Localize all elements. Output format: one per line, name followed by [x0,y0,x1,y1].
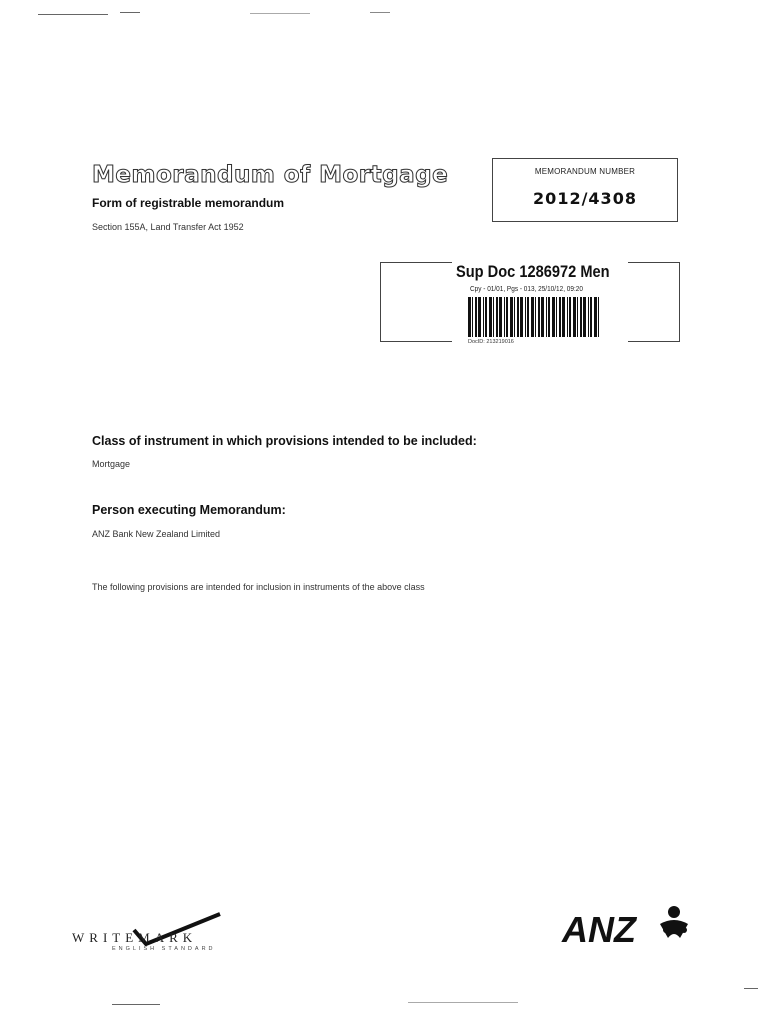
barcode-bar [527,297,529,337]
section-reference: Section 155A, Land Transfer Act 1952 [92,222,244,232]
scan-artifact [744,988,758,989]
anz-logo [560,904,700,955]
scan-artifact [112,1004,160,1005]
writemark-text: WRITEMARK [72,930,198,945]
barcode-bar [535,297,536,337]
barcode-bar [541,297,544,337]
writemark-subtext: ENGLISH STANDARD [112,946,216,952]
barcode-bar [552,297,555,337]
instrument-class-heading: Class of instrument in which provisions intended to be included: [92,434,477,448]
barcode-bar [546,297,547,337]
document-title: Memorandum of Mortgage [92,162,449,188]
barcode-bar [588,297,589,337]
stamp-bracket-right [628,262,680,342]
instrument-class-value: Mortgage [92,459,131,469]
registration-doc-id: DocID: 213219016 [468,339,514,345]
barcode-bar [548,297,550,337]
memorandum-number-box [492,158,678,222]
barcode-bar [485,297,487,337]
barcode-bar [583,297,586,337]
barcode-bar [594,297,597,337]
barcode-bar [573,297,576,337]
barcode-bar [514,297,515,337]
memorandum-number-value: 2012/4308 [533,189,637,208]
barcode-bar [493,297,494,337]
barcode-bar [569,297,571,337]
scan-artifact [120,12,140,13]
scan-artifact [408,1002,518,1003]
barcode-bar [556,297,557,337]
barcode-bar [510,297,513,337]
person-executing-value: ANZ Bank New Zealand Limited [92,529,221,539]
barcode-bar [538,297,540,337]
barcode-bar [577,297,578,337]
registration-stamp-copy-line: Cpy - 01/01, Pgs - 013, 25/10/12, 09:20 [470,284,583,293]
barcode-bar [478,297,481,337]
barcode-bar [517,297,519,337]
barcode-bar [468,297,471,337]
barcode-bar [499,297,502,337]
barcode-bar [496,297,498,337]
memorandum-number-label: MEMORANDUM NUMBER [534,167,636,176]
barcode-bar [531,297,534,337]
writemark-logo [72,912,232,962]
barcode-bar [472,297,473,337]
barcode-bar [489,297,492,337]
barcode-bar [504,297,505,337]
barcode-bar [598,297,599,337]
barcode-bar [520,297,523,337]
provisions-statement: The following provisions are intended for inclusion in instruments of the above class [92,582,425,592]
stamp-bracket-left [380,262,452,342]
barcode-bar [567,297,568,337]
barcode-bar [506,297,508,337]
scan-artifact [38,14,108,15]
barcode [466,297,604,337]
barcode-bar [580,297,582,337]
barcode-bar [562,297,565,337]
anz-people-icon [660,906,688,938]
barcode-bar [525,297,526,337]
scan-artifact [250,13,310,14]
barcode-bar [559,297,561,337]
document-subtitle: Form of registrable memorandum [92,196,285,210]
registration-stamp-main: Sup Doc 1286972 Men [456,262,610,281]
barcode-bar [590,297,592,337]
person-executing-heading: Person executing Memorandum: [92,503,286,517]
scan-artifact [370,12,390,13]
barcode-bar [475,297,477,337]
anz-logo-text: ANZ [562,909,636,950]
barcode-bar [483,297,484,337]
